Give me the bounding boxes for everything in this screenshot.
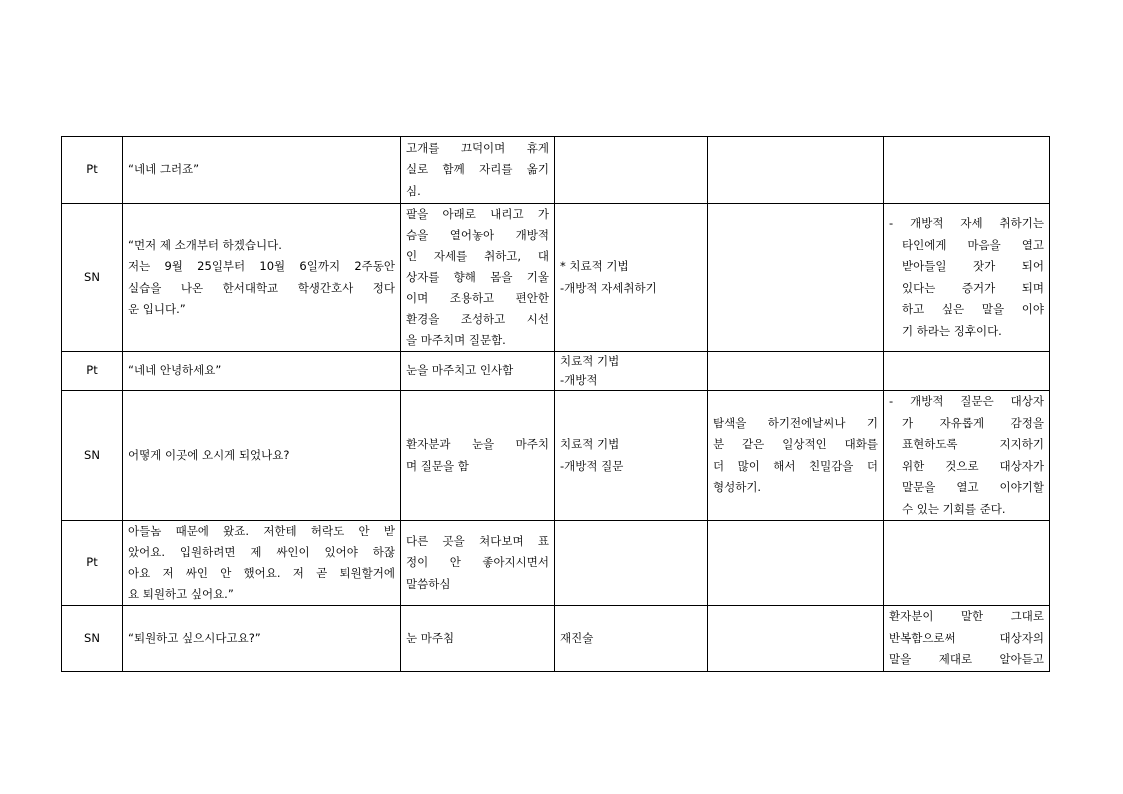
speech-line: 저는 9월 25일부터 10월 6일까지 2주동안 bbox=[128, 259, 395, 273]
nonverbal-line: 팔을 아래로 내리고 가 bbox=[406, 207, 549, 221]
speech-line: 았어요. 입원하려면 제 싸인이 있어야 하잖 bbox=[128, 545, 395, 559]
speech-cell bbox=[123, 391, 401, 521]
analysis-cell bbox=[708, 391, 884, 521]
nonverbal-cell bbox=[401, 391, 555, 521]
speech-line: 아들놈 때문에 왔죠. 저한테 허락도 안 받 bbox=[128, 524, 395, 538]
nonverbal-cell bbox=[401, 606, 555, 672]
technique-line: -개방적 bbox=[560, 373, 598, 387]
nonverbal-line: 심. bbox=[406, 183, 421, 198]
nonverbal-line: 인 자세를 취하고, 대 bbox=[406, 249, 549, 263]
rationale-line: - 개방적 자세 취하기는 bbox=[889, 216, 1044, 230]
speech-line: “네네 안녕하세요” bbox=[128, 363, 222, 378]
speech-cell bbox=[123, 521, 401, 606]
speaker-cell: SN bbox=[62, 606, 123, 672]
analysis-cell bbox=[708, 521, 884, 606]
speech-line: 아요 저 싸인 안 했어요. 저 곧 퇴원할거에 bbox=[128, 566, 395, 580]
rationale-line: 표현하도록 지지하기 bbox=[902, 437, 1044, 451]
technique-line: 재진술 bbox=[560, 630, 594, 645]
rationale-line: 기 하라는 징후이다. bbox=[902, 323, 1002, 338]
nonverbal-line: 을 마주치며 질문함. bbox=[406, 333, 506, 347]
table-row bbox=[62, 204, 1050, 352]
table-row bbox=[62, 606, 1050, 672]
analysis-cell bbox=[708, 352, 884, 391]
speech-line: 운 입니다.” bbox=[128, 302, 186, 316]
nonverbal-line: 환경을 조성하고 시선 bbox=[406, 312, 549, 326]
speech-line: 요 퇴원하고 싶어요.” bbox=[128, 587, 234, 601]
nonverbal-line: 눈 마주침 bbox=[406, 630, 455, 645]
analysis-line: 탐색을 하기전에날씨나 기 bbox=[713, 415, 878, 430]
technique-cell bbox=[555, 352, 708, 391]
rationale-cell bbox=[884, 352, 1050, 391]
rationale-line: 반복함으로써 대상자의 bbox=[889, 630, 1044, 645]
technique-cell bbox=[555, 204, 708, 352]
table-row bbox=[62, 521, 1050, 606]
technique-line: 치료적 기법 bbox=[560, 437, 620, 451]
nonverbal-cell bbox=[401, 521, 555, 606]
nonverbal-line: 이며 조용하고 편안한 bbox=[406, 291, 549, 305]
rationale-cell bbox=[884, 137, 1050, 204]
analysis-cell bbox=[708, 204, 884, 352]
nonverbal-line: 다른 곳을 쳐다보며 표 bbox=[406, 533, 549, 548]
nonverbal-line: 며 질문을 함 bbox=[406, 458, 469, 473]
rationale-cell bbox=[884, 204, 1050, 352]
nonverbal-line: 슴을 열어놓아 개방적 bbox=[406, 228, 549, 242]
rationale-line: 타인에게 마음을 열고 bbox=[902, 237, 1044, 252]
speech-cell bbox=[123, 137, 401, 204]
speaker-cell: Pt bbox=[62, 352, 123, 391]
rationale-line: 위한 것으로 대상자가 bbox=[902, 458, 1044, 473]
speech-cell bbox=[123, 606, 401, 672]
technique-cell bbox=[555, 391, 708, 521]
table-row bbox=[62, 137, 1050, 204]
table-row bbox=[62, 352, 1050, 391]
rationale-line: 있다는 증거가 되며 bbox=[902, 280, 1044, 295]
speech-line: “네네 그러죠” bbox=[128, 162, 200, 177]
rationale-cell bbox=[884, 391, 1050, 521]
speaker-cell: Pt bbox=[62, 137, 123, 204]
nonverbal-line: 정이 안 좋아지시면서 bbox=[406, 555, 549, 570]
analysis-cell bbox=[708, 137, 884, 204]
rationale-line: 말문을 열고 이야기할 bbox=[902, 480, 1044, 494]
technique-line: -개방적 자세취하기 bbox=[560, 280, 657, 295]
nonverbal-line: 실로 함께 자리를 옮기 bbox=[406, 162, 549, 177]
nonverbal-line: 고개를 끄덕이며 휴게 bbox=[406, 140, 549, 155]
nonverbal-cell bbox=[401, 137, 555, 204]
speech-line: 실습을 나온 한서대학교 학생간호사 정다 bbox=[128, 280, 395, 295]
technique-cell bbox=[555, 521, 708, 606]
rationale-line: 받아들일 잣가 되어 bbox=[902, 259, 1044, 273]
analysis-line: 분 같은 일상적인 대화를 bbox=[713, 437, 878, 451]
technique-line: 치료적 기법 bbox=[560, 354, 620, 368]
rationale-line: 수 있는 기회를 준다. bbox=[902, 501, 1006, 516]
speaker-cell: SN bbox=[62, 204, 123, 352]
nonverbal-line: 상자를 향해 몸을 기울 bbox=[406, 270, 549, 284]
rationale-cell bbox=[884, 521, 1050, 606]
technique-line: -개방적 질문 bbox=[560, 458, 624, 473]
rationale-cell bbox=[884, 606, 1050, 672]
rationale-line: 가 자유롭게 감정을 bbox=[902, 415, 1044, 430]
speech-cell bbox=[123, 352, 401, 391]
rationale-line: 말을 제대로 알아듣고 bbox=[889, 652, 1044, 666]
technique-cell bbox=[555, 606, 708, 672]
speech-line: 어떻게 이곳에 오시게 되었나요? bbox=[128, 447, 290, 462]
process-record-body bbox=[62, 137, 1050, 672]
nonverbal-line: 말씀하심 bbox=[406, 576, 451, 591]
rationale-line: - 개방적 질문은 대상자 bbox=[889, 394, 1044, 408]
nonverbal-line: 눈을 마주치고 인사함 bbox=[406, 363, 514, 378]
analysis-line: 형성하기. bbox=[713, 480, 762, 494]
speech-cell bbox=[123, 204, 401, 352]
analysis-cell bbox=[708, 606, 884, 672]
speech-line: “먼저 제 소개부터 하겠습니다. bbox=[128, 237, 282, 252]
speech-line: “퇴원하고 싶으시다고요?” bbox=[128, 630, 261, 645]
speaker-cell: Pt bbox=[62, 521, 123, 606]
nonverbal-line: 환자분과 눈을 마주치 bbox=[406, 437, 549, 451]
analysis-line: 더 많이 해서 친밀감을 더 bbox=[713, 458, 878, 473]
technique-line: * 치료적 기법 bbox=[560, 259, 629, 273]
nonverbal-cell bbox=[401, 204, 555, 352]
process-record-table bbox=[61, 136, 1050, 672]
table-row bbox=[62, 391, 1050, 521]
nonverbal-cell bbox=[401, 352, 555, 391]
rationale-line: 하고 싶은 말을 이야 bbox=[902, 302, 1044, 316]
rationale-line: 환자분이 말한 그대로 bbox=[889, 609, 1044, 623]
technique-cell bbox=[555, 137, 708, 204]
speaker-cell: SN bbox=[62, 391, 123, 521]
